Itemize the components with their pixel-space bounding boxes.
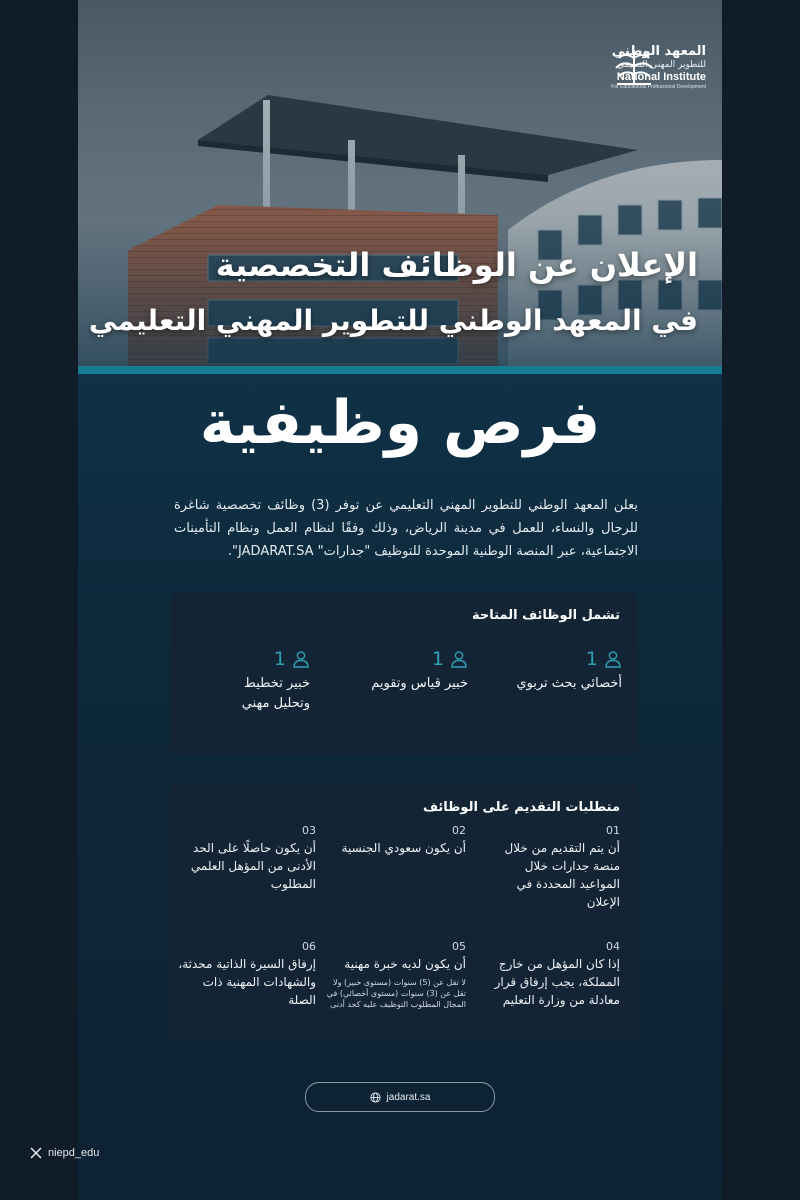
logo-arabic-subname: للتطوير المهني التعليمي [616, 60, 706, 70]
requirement-number: 06 [302, 940, 316, 953]
person-icon [292, 650, 310, 668]
requirement-item [490, 824, 620, 911]
hero-title-line1: الإعلان عن الوظائف التخصصية [215, 246, 698, 284]
link-text: jadarat.sa [386, 1091, 431, 1103]
logo-english-name: National Institute [616, 71, 706, 83]
person-icon [450, 650, 468, 668]
requirement-text: أن يكون حاصلًا على الحد الأدنى من المؤهل العلمي المطلوب [190, 841, 316, 891]
requirement-item [326, 940, 466, 1010]
right-margin [722, 0, 800, 1200]
requirement-number: 01 [606, 824, 620, 837]
intro-paragraph: يعلن المعهد الوطني للتطوير المهني التعليمي عن توفر (3) وظائف تخصصية شاغرة للرجال والنساء، للعمل في مدينة الرياض، وذلك وفقًا لنظام العمل ونظام التأمينات الاجتماعية، عبر المنصة الوطنية الموحدة للتوظيف "جدارات" JADARAT.SA". [174, 498, 638, 559]
requirement-text: أن يكون لديه خبرة مهنية [344, 957, 466, 971]
requirement-number: 03 [302, 824, 316, 837]
x-logo-icon [30, 1147, 42, 1159]
social-handle[interactable] [30, 1147, 99, 1159]
requirement-number: 05 [452, 940, 466, 953]
requirements-card [170, 784, 638, 1042]
poster-panel [78, 0, 722, 1200]
job-count: 1 [273, 648, 286, 670]
job-item [318, 648, 468, 694]
requirement-number: 02 [452, 824, 466, 837]
jobs-card [170, 592, 638, 756]
accent-divider [78, 366, 722, 374]
left-margin [0, 0, 78, 1200]
hero-image [78, 0, 722, 368]
requirement-item [176, 940, 316, 1009]
requirements-card-title: متطلبات التقديم على الوظائف [422, 800, 620, 815]
jadarat-link-button[interactable] [305, 1082, 495, 1112]
main-title: فرص وظيفية [199, 388, 601, 458]
social-handle-text: niepd_edu [48, 1147, 100, 1159]
job-item [472, 648, 622, 694]
person-icon [604, 650, 622, 668]
jobs-card-title: تشمل الوظائف المتاحة [472, 608, 620, 623]
job-count: 1 [585, 648, 598, 670]
institute-logo [611, 44, 706, 91]
globe-icon [370, 1092, 381, 1103]
job-count: 1 [431, 648, 444, 670]
requirement-text: إذا كان المؤهل من خارج المملكة، يجب إرفاق قرار معادلة من وزارة التعليم [494, 957, 620, 1007]
requirement-item [326, 824, 466, 857]
job-label: خبير تخطيط وتحليل مهني [241, 676, 310, 711]
requirement-item [490, 940, 620, 1009]
logo-english-subname: For Educational Professional Development [611, 84, 706, 90]
requirement-text: أن يتم التقديم من خلال منصة جدارات خلال المواعيد المحددة في الإعلان [504, 841, 620, 909]
job-item [210, 648, 310, 714]
job-label: خبير قياس وتقويم [371, 676, 468, 691]
niepd-logo-icon [611, 44, 657, 90]
hero-title-line2: في المعهد الوطني للتطوير المهني التعليمي [88, 304, 698, 337]
requirement-number: 04 [606, 940, 620, 953]
requirement-note: لا تقل عن (5) سنوات (مستوى خبير) ولا تقل عن (3) سنوات (مستوى أخصائي) في المجال المطلوب التوظيف عليه كحد أدنى [326, 978, 466, 1009]
requirement-text: أن يكون سعودي الجنسية [341, 841, 466, 855]
job-label: أخصائي بحث تربوي [516, 676, 622, 691]
requirement-text: إرفاق السيرة الذاتية محدثة، والشهادات المهنية ذات الصلة [178, 957, 316, 1007]
requirement-item [176, 824, 316, 893]
logo-arabic-name: المعهد الوطني [611, 44, 706, 59]
